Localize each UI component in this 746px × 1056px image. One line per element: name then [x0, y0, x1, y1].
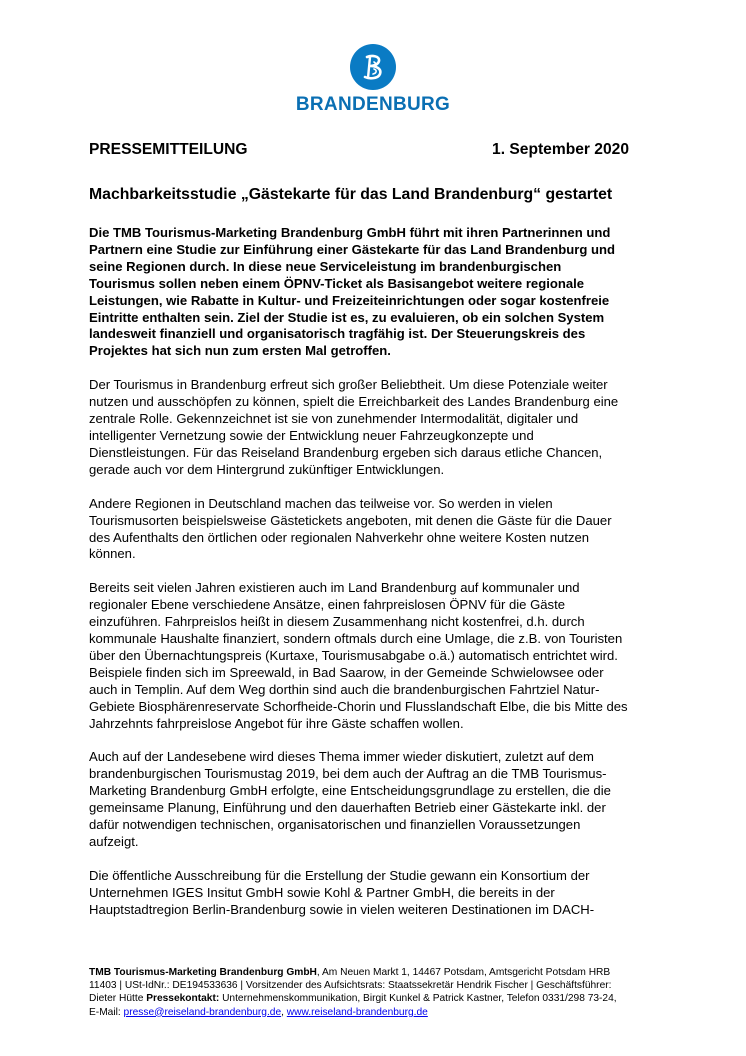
footer-company: TMB Tourismus-Marketing Brandenburg GmbH: [89, 967, 317, 978]
footer-separator: ,: [281, 1006, 287, 1018]
footer: [89, 966, 629, 1019]
paragraph: Auch auf der Landesebene wird dieses Thema immer wieder diskutiert, zuletzt auf dem brandenburgischen Tourismustag 2019, bei dem auch der Auftrag an die TMB Tourismus-Marketing Brandenburg GmbH erfolgte, eine Entscheidungsgrundlage zu erstellen, die die gemeinsame Planung, Einführung und den dauerhaften Betrieb einer Gästekarte inkl. der dafür notwendigen technischen, organisatorischen und finanziellen Voraussetzungen aufzeigt.: [89, 749, 611, 849]
brandenburg-b-icon: [350, 44, 396, 90]
header-row: [89, 141, 629, 159]
headline: Machbarkeitsstudie „Gästekarte für das Land Brandenburg“ gestartet: [89, 186, 613, 203]
document-type: PRESSEMITTEILUNG: [89, 141, 248, 158]
press-release: [89, 141, 629, 919]
footer-contact-label: Pressekontakt:: [146, 993, 220, 1005]
paragraph: Die öffentliche Ausschreibung für die Erstellung der Studie gewann ein Konsortium der Unternehmen IGES Insitut GmbH sowie Kohl & Partner GmbH, die bereits in der Hauptstadtregion Berlin-Brandenburg sowie in vielen weiteren Destinationen im DACH-: [89, 867, 595, 917]
footer-contact-details: Unternehmenskommunikation, Birgit Kunkel & Patrick Kastner, Telefon 0331/298 73-24, E-Mail:: [89, 993, 617, 1018]
footer-company-details: , Am Neuen Markt 1, 14467 Potsdam, Amtsgericht Potsdam HRB 11403 | USt-IdNr.: DE194533636 | Vorsitzender des Aufsichtsrats: Staatssekretär Hendrik Fischer | Geschäftsführer: Dieter Hütte: [89, 967, 612, 1005]
logo-wordmark: BRANDENBURG: [295, 94, 451, 115]
lead-paragraph: Die TMB Tourismus-Marketing Brandenburg GmbH führt mit ihren Partnerinnen und Partnern eine Studie zur Einführung einer Gästekarte für das Land Brandenburg und seine Regionen durch. In diese neue Serviceleistung im brandenburgischen Tourismus sollen neben einem ÖPNV-Ticket als Basisangebot weitere regionale Leistungen, wie Rabatte in Kultur- und Freizeiteinrichtungen oder sogar kostenfreie Eintritte enthalten sein. Ziel der Studie ist es, zu evaluieren, ob ein solchen System landesweit finanziell und organisatorisch tragfähig ist. Der Steuerungskreis des Projektes hat sich nun zum ersten Mal getroffen.: [89, 225, 616, 359]
paragraph: Bereits seit vielen Jahren existieren auch im Land Brandenburg auf kommunaler und regionaler Ebene verschiedene Ansätze, einen fahrpreislosen ÖPNV für die Gäste einzuführen. Fahrpreislos heißt in diesem Zusammenhang nicht kostenfrei, d.h. durch kommunale Haushalte finanziert, sondern oftmals durch eine Umlage, die z.B. von Touristen über den Übernachtungspreis (Kurtaxe, Tourismusabgabe o.ä.) automatisch entrichtet wird. Beispiele finden sich im Spreewald, in Bad Saarow, in der Gemeinde Schwielowsee oder auch in Templin. Auf dem Weg dorthin sind auch die brandenburgischen Fahrtziel Natur-Gebiete Biosphärenreservate Schorfheide-Chorin und Flusslandschaft Elbe, die bis Mitte des Jahrzehnts fahrpreislose Angebot für ihre Gäste schaffen wollen.: [89, 580, 628, 731]
paragraph: Andere Regionen in Deutschland machen das teilweise vor. So werden in vielen Tourismusorten beispielsweise Gästetickets angeboten, mit denen die Gäste für die Dauer des Aufenthalts den örtlichen oder regionalen Nahverkehr ohne weitere Kosten nutzen können.: [89, 495, 612, 562]
email-link[interactable]: presse@reiseland-brandenburg.de: [123, 1006, 282, 1018]
logo: [0, 44, 746, 116]
website-link[interactable]: www.reiseland-brandenburg.de: [286, 1006, 428, 1018]
release-date: 1. September 2020: [492, 141, 629, 158]
paragraph: Der Tourismus in Brandenburg erfreut sich großer Beliebtheit. Um diese Potenziale weiter nutzen und ausschöpfen zu können, spielt die Erreichbarkeit des Landes Brandenburg eine zentrale Rolle. Gekennzeichnet ist sie von zunehmender Intermodalität, digitaler und intelligenter Vernetzung sowie der Entwicklung neuer Fahrzeugkonzepte und Dienstleistungen. Für das Reiseland Brandenburg ergeben sich daraus etliche Chancen, gerade auch vor dem Hintergrund zukünftiger Entwicklungen.: [89, 377, 619, 477]
